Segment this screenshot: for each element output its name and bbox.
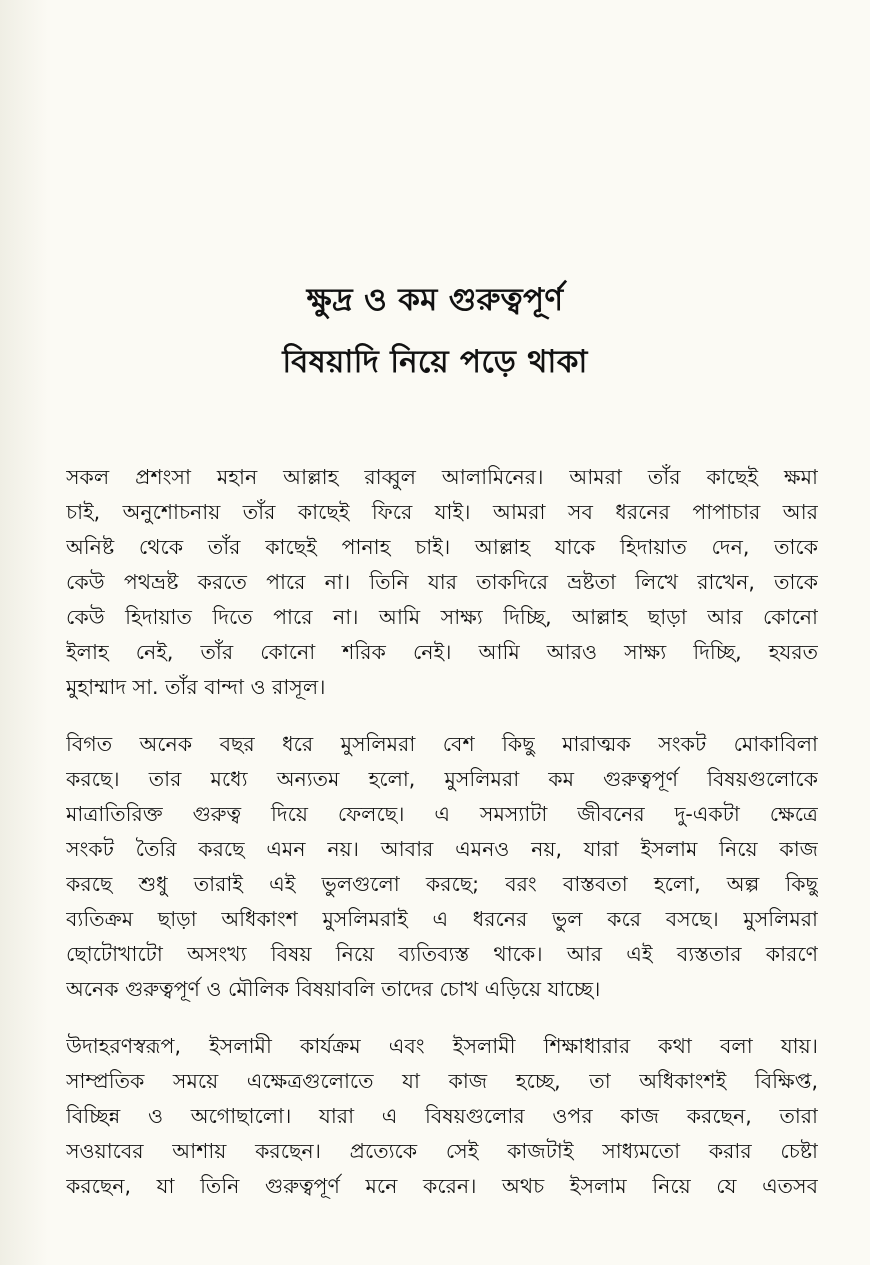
text-line: কেউ পথভ্রষ্ট করতে পারে না। তিনি যার তাকদিরে ভ্রষ্টতা লিখে রাখেন, তাকে [66,570,818,594]
text-line: অনিষ্ট থেকে তাঁর কাছেই পানাহ চাই। আল্লাহ যাকে হিদায়াত দেন, তাকে [66,535,818,559]
text-line: ব্যতিক্রম ছাড়া অধিকাংশ মুসলিমরাই এ ধরনের ভুল করে বসছে। মুসলিমরা [66,907,818,931]
text-line: বিচ্ছিন্ন ও অগোছালো। যারা এ বিষয়গুলোর ওপর কাজ করছেন, তারা [66,1104,818,1128]
chapter-title-line-2: বিষয়াদি নিয়ে পড়ে থাকা [282,344,588,380]
text-line: বিগত অনেক বছর ধরে মুসলিমরা বেশ কিছু মারাত্মক সংকট মোকাবিলা [66,732,818,756]
paragraph-1 [66,460,818,705]
page-gutter-shadow [0,0,48,1265]
chapter-title-line-1: ক্ষুদ্র ও কম গুরুত্বপূর্ণ [306,282,564,318]
text-line: ছোটোখাটো অসংখ্য বিষয় নিয়ে ব্যতিব্যস্ত থাকে। আর এই ব্যস্ততার কারণে [66,942,818,966]
paragraph-3 [66,1029,818,1204]
text-line: ইলাহ নেই, তাঁর কোনো শরিক নেই। আমি আরও সাক্ষ্য দিচ্ছি, হযরত [66,640,818,664]
text-line: অনেক গুরুত্বপূর্ণ ও মৌলিক বিষয়াবলি তাদের চোখ এড়িয়ে যাচ্ছে। [66,977,601,1001]
text-line: সকল প্রশংসা মহান আল্লাহ রাব্বুল আলামিনের। আমরা তাঁর কাছেই ক্ষমা [66,465,818,489]
text-line: মুহাম্মাদ সা. তাঁর বান্দা ও রাসূল। [66,675,326,699]
text-line: মাত্রাতিরিক্ত গুরুত্ব দিয়ে ফেলছে। এ সমস্যাটা জীবনের দু-একটা ক্ষেত্রে [66,802,818,826]
text-line: চাই, অনুশোচনায় তাঁর কাছেই ফিরে যাই। আমরা সব ধরনের পাপাচার আর [66,500,818,524]
text-line: করছে শুধু তারাই এই ভুলগুলো করছে; বরং বাস্তবতা হলো, অল্প কিছু [66,872,818,896]
body-text [66,460,818,1226]
text-line: উদাহরণস্বরূপ, ইসলামী কার্যক্রম এবং ইসলামী শিক্ষাধারার কথা বলা যায়। [66,1034,818,1058]
text-line: সাম্প্রতিক সময়ে এক্ষেত্রগুলোতে যা কাজ হচ্ছে, তা অধিকাংশই বিক্ষিপ্ত, [66,1069,818,1093]
text-line: কেউ হিদায়াত দিতে পারে না। আমি সাক্ষ্য দিচ্ছি, আল্লাহ ছাড়া আর কোনো [66,605,818,629]
text-line: করছে। তার মধ্যে অন্যতম হলো, মুসলিমরা কম গুরুত্বপূর্ণ বিষয়গুলোকে [66,767,818,791]
text-line: সংকট তৈরি করছে এমন নয়। আবার এমনও নয়, যারা ইসলাম নিয়ে কাজ [66,837,818,861]
text-line: করছেন, যা তিনি গুরুত্বপূর্ণ মনে করেন। অথচ ইসলাম নিয়ে যে এতসব [66,1174,818,1198]
text-line: সওয়াবের আশায় করছেন। প্রত্যেকে সেই কাজটাই সাধ্যমতো করার চেষ্টা [66,1139,818,1163]
paragraph-2 [66,727,818,1007]
